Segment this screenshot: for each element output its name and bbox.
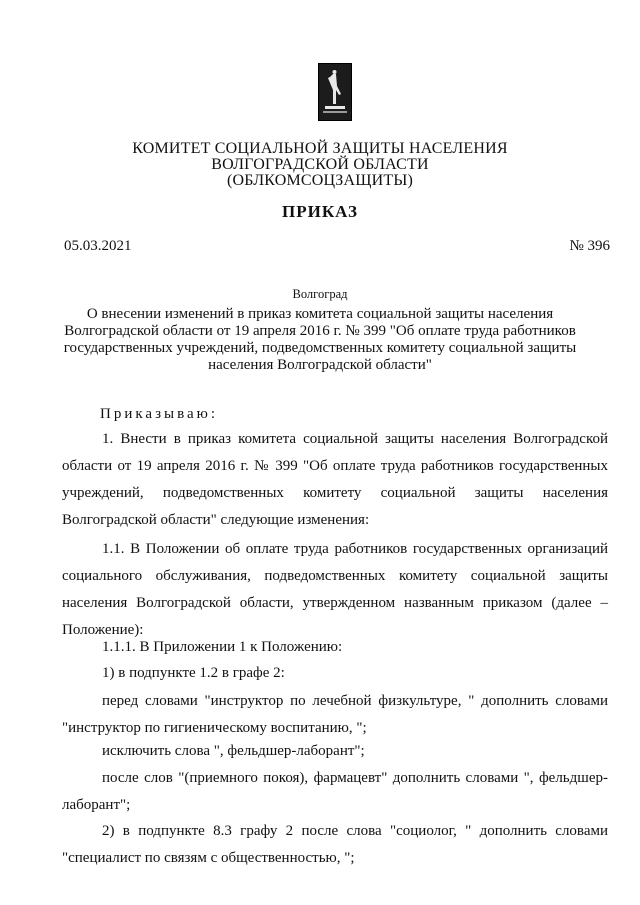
paragraph-1: 1. Внести в приказ комитета социальной защиты населения Волгоградской области от 19 апреля 2016 г. № 399 "Об оплате труда работников государственных учреждений, подведомственных комитету социальной защиты населения Волгоградской области" следующие изменения:	[62, 431, 608, 528]
org-name-line-1: КОМИТЕТ СОЦИАЛЬНОЙ ЗАЩИТЫ НАСЕЛЕНИЯ	[132, 140, 508, 157]
org-name-line-2: ВОЛГОГРАДСКОЙ ОБЛАСТИ	[211, 156, 429, 173]
document-number: № 396	[569, 238, 610, 254]
coat-of-arms-emblem	[318, 63, 352, 121]
paragraph-1-1-1: 1.1.1. В Приложении 1 к Положению:	[102, 639, 343, 655]
paragraph-1-1: 1.1. В Положении об оплате труда работников государственных организаций социального обслуживания, подведомственных комитету социальной защиты населения Волгоградской области, утвержденном названным приказом (далее – Положение):	[62, 541, 608, 638]
paragraph-subitem-2: 2) в подпункте 8.3 графу 2 после слова "социолог, " дополнить словами "специалист по связям с общественностью, ";	[62, 823, 608, 866]
subject-line-1: О внесении изменений в приказ комитета социальной защиты населения	[86, 306, 554, 322]
paragraph-subitem-1-b: исключить слова ", фельдшер-лаборант";	[102, 743, 365, 759]
subject-line-2: Волгоградской области от 19 апреля 2016 г. № 399 "Об оплате труда работников	[64, 323, 576, 339]
org-name-line-3: (ОБЛКОМСОЦЗАЩИТЫ)	[226, 172, 414, 189]
subject-line-4: населения Волгоградской области"	[208, 357, 432, 373]
motherland-statue-icon	[319, 64, 351, 120]
order-word: Приказываю:	[100, 406, 218, 422]
document-date: 05.03.2021	[64, 238, 132, 254]
subject-line-3: государственных учреждений, подведомственных комитету социальной защиты	[63, 340, 577, 356]
document-type-title: ПРИКАЗ	[282, 202, 358, 221]
city-name: Волгоград	[292, 287, 348, 301]
paragraph-subitem-1: 1) в подпункте 1.2 в графе 2:	[102, 665, 285, 681]
paragraph-subitem-1-c: после слов "(приемного покоя), фармацевт" дополнить словами ", фельдшер-лаборант";	[62, 770, 608, 813]
paragraph-subitem-1-a: перед словами "инструктор по лечебной физкультуре, " дополнить словами "инструктор по гигиеническому воспитанию, ";	[62, 693, 608, 736]
